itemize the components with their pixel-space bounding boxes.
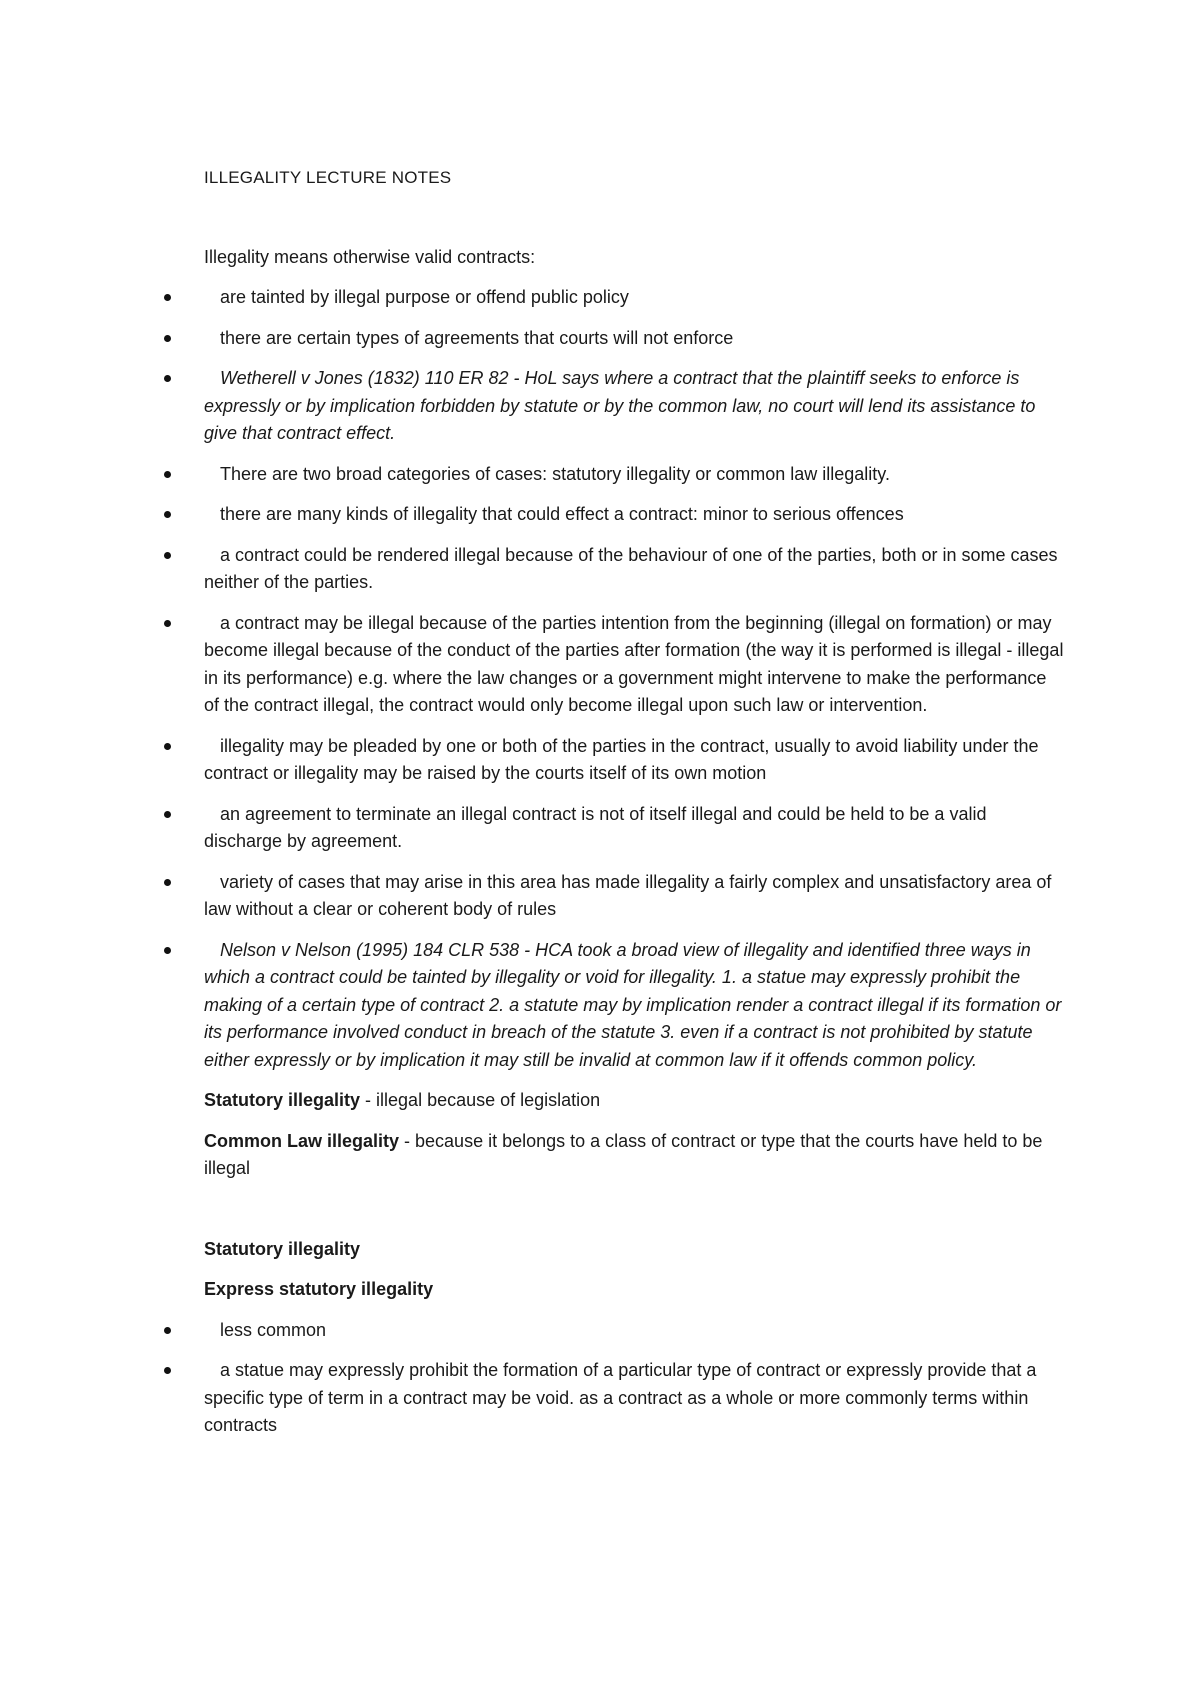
section-heading: Statutory illegality (204, 1238, 361, 1259)
list-item-text: variety of cases that may arise in this area has made illegality a fairly complex and unsatisfactory area of law without a clear or coherent body of rules (204, 871, 1052, 919)
bullet-icon (164, 294, 171, 301)
bullet-list-overview (204, 284, 1064, 1074)
bullet-icon (164, 811, 171, 818)
list-item (204, 1317, 1064, 1345)
bullet-icon (164, 552, 171, 559)
definition-text: - illegal because of legislation (360, 1090, 601, 1110)
statutory-illegality-definition (204, 1087, 1064, 1115)
bullet-icon (164, 620, 171, 627)
list-item (204, 542, 1064, 597)
list-item (204, 365, 1064, 448)
list-item (204, 801, 1064, 856)
bullet-icon (164, 879, 171, 886)
list-item-text: a contract may be illegal because of the parties intention from the beginning (illegal on formation) or may become illegal because of the conduct of the parties after formation (the way it is performed is illegal - illegal in its performance) e.g. where the law changes or a government might intervene to make the performance of the contract illegal, the contract would only become illegal upon such law or intervention. (204, 612, 1064, 715)
case-citation-nelson: Nelson v Nelson (1995) 184 CLR 538 - HCA took a broad view of illegality and identified three ways in which a contract could be tainted by illegality or void for illegality. 1. a statue may expressly prohibit the making of a certain type of contract 2. a statute may by implication render a contract illegal if its formation or its performance involved conduct in breach of the statute 3. even if a contract is not prohibited by statute either expressly or by implication it may still be invalid at common law if it offends common policy. (204, 939, 1062, 1070)
list-item-text: less common (220, 1319, 327, 1340)
bullet-icon (164, 1367, 171, 1374)
document-body (204, 164, 1064, 1453)
definition-term: Common Law illegality (204, 1130, 400, 1151)
list-item (204, 610, 1064, 720)
bullet-list-express (204, 1317, 1064, 1440)
spacer (204, 1196, 1064, 1236)
list-item (204, 937, 1064, 1075)
list-item-text: a contract could be rendered illegal because of the behaviour of one of the parties, both or in some cases neither of the parties. (204, 544, 1058, 592)
bullet-icon (164, 335, 171, 342)
list-item-text: There are two broad categories of cases: statutory illegality or common law illegality. (220, 463, 890, 484)
bullet-icon (164, 743, 171, 750)
definition-text: - because it belongs to a class of contract or type that the courts have held to be illegal (204, 1130, 1043, 1178)
bullet-icon (164, 1327, 171, 1334)
list-item (204, 869, 1064, 924)
bullet-icon (164, 947, 171, 954)
bullet-icon (164, 511, 171, 518)
list-item (204, 461, 1064, 489)
list-item-text: a statue may expressly prohibit the formation of a particular type of contract or expressly provide that a specific type of term in a contract may be void. as a contract as a whole or more commonly terms within contracts (204, 1360, 1037, 1435)
definition-term: Statutory illegality (204, 1090, 361, 1110)
bullet-icon (164, 375, 171, 382)
subsection-heading: Express statutory illegality (204, 1279, 434, 1299)
list-item (204, 284, 1064, 312)
document-title: ILLEGALITY LECTURE NOTES (204, 168, 452, 187)
common-law-illegality-definition (204, 1128, 1064, 1183)
list-item-text: an agreement to terminate an illegal contract is not of itself illegal and could be held to be a valid discharge by agreement. (204, 803, 987, 851)
list-item-text: are tainted by illegal purpose or offend public policy (220, 287, 629, 307)
list-item (204, 1357, 1064, 1440)
list-item-text: there are many kinds of illegality that could effect a contract: minor to serious offences (220, 504, 904, 524)
intro-paragraph: Illegality means otherwise valid contracts: (204, 246, 536, 267)
list-item (204, 733, 1064, 788)
bullet-icon (164, 471, 171, 478)
list-item (204, 325, 1064, 353)
case-citation-wetherell: Wetherell v Jones (1832) 110 ER 82 - HoL says where a contract that the plaintiff seeks to enforce is expressly or by implication forbidden by statute or by the common law, no court will lend its assistance to give that contract effect. (204, 368, 1036, 443)
list-item-text: illegality may be pleaded by one or both of the parties in the contract, usually to avoid liability under the contract or illegality may be raised by the courts itself of its own motion (204, 735, 1039, 783)
list-item-text: there are certain types of agreements that courts will not enforce (220, 327, 734, 348)
list-item (204, 501, 1064, 529)
